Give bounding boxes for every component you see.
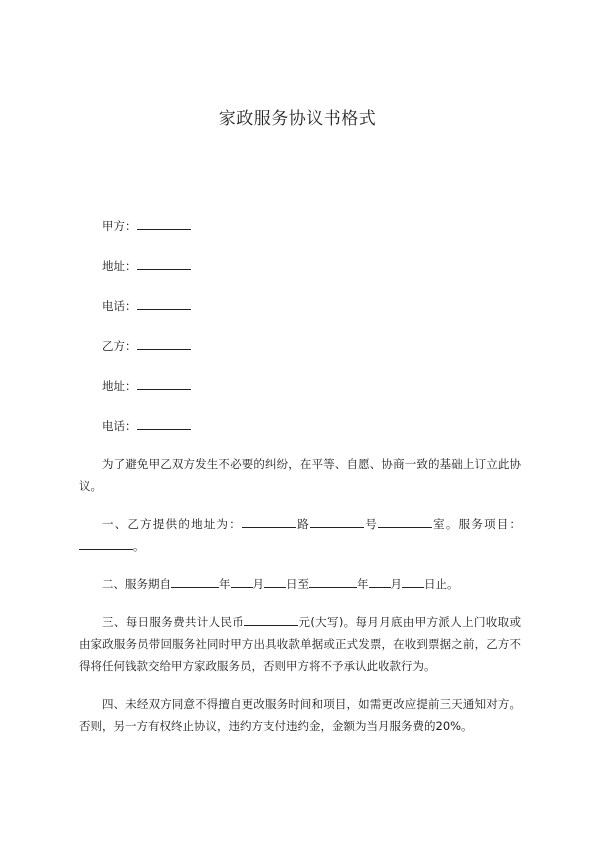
clause-3-amount-blank: [244, 614, 298, 626]
party-b-field: [102, 338, 191, 353]
party-a-phone-label: 电话：: [102, 299, 137, 313]
clause-2-text-d: 日至: [286, 577, 309, 591]
clause-2-text-f: 月: [390, 577, 402, 591]
clause-1-number-blank: [310, 516, 364, 528]
clause-2-start-day-blank: [264, 576, 286, 588]
clause-4-paragraph: 四、未经双方同意不得擅自更改服务时间和项目，如需更改应提前三天通知对方。否则，另一方有权终止协议，违约方支付违约金，金额为当月服务费的20%。: [79, 697, 521, 733]
clause-1-text-b: 路: [296, 517, 310, 531]
clause-1-text-a: 一、乙方提供的地址为：: [102, 517, 242, 531]
clause-1-service-blank: [79, 538, 133, 550]
party-b-address-field: [102, 378, 191, 393]
clause-2-text-e: 年: [357, 577, 369, 591]
party-b-blank: [137, 338, 191, 350]
party-a-phone-field: [102, 298, 191, 313]
clause-2-text-g: 日止。: [424, 577, 459, 591]
clause-3-text-b: 元(大写)。每月月底由甲方派人上门收取或由家政服务员带回服务社同时甲方出具收款单据或正式发票，在收到票据之前，乙方不得将任何钱款交给甲方家政服务员，否则甲方将不予承认此收款行为。: [79, 615, 521, 673]
clause-2-text-a: 二、服务期自: [102, 577, 171, 591]
clause-1-paragraph: [79, 513, 521, 557]
party-a-phone-blank: [137, 298, 191, 310]
clause-2-paragraph: [79, 573, 521, 595]
party-a-blank: [137, 218, 191, 230]
party-a-address-blank: [137, 258, 191, 270]
clause-1-room-blank: [378, 516, 432, 528]
clause-1-road-blank: [242, 516, 296, 528]
document-title: 家政服务协议书格式: [218, 109, 377, 129]
party-a-field: [102, 218, 191, 233]
party-a-address-field: [102, 258, 191, 273]
clause-1-text-d: 室。服务项目：: [431, 517, 522, 531]
clause-2-text-b: 年: [219, 577, 231, 591]
clause-2-start-month-blank: [231, 576, 253, 588]
clause-2-end-day-blank: [402, 576, 424, 588]
party-b-address-blank: [137, 378, 191, 390]
clause-2-end-year-blank: [309, 576, 357, 588]
party-b-phone-field: [102, 418, 191, 433]
clause-2-text-c: 月: [252, 577, 264, 591]
party-b-phone-blank: [137, 418, 191, 430]
clause-3-text-a: 三、每日服务费共计人民币: [102, 615, 245, 629]
party-a-label: 甲方：: [102, 219, 137, 233]
clause-1-text-e: 。: [133, 539, 145, 553]
party-a-address-label: 地址：: [102, 259, 137, 273]
party-b-phone-label: 电话：: [102, 419, 137, 433]
intro-paragraph: 为了避免甲乙双方发生不必要的纠纷，在平等、自愿、协商一致的基础上订立此协议。: [79, 457, 521, 493]
party-b-label: 乙方：: [102, 339, 137, 353]
clause-3-paragraph: [79, 611, 521, 677]
party-b-address-label: 地址：: [102, 379, 137, 393]
clause-2-start-year-blank: [171, 576, 219, 588]
clause-1-text-c: 号: [363, 517, 378, 531]
clause-2-end-month-blank: [369, 576, 391, 588]
